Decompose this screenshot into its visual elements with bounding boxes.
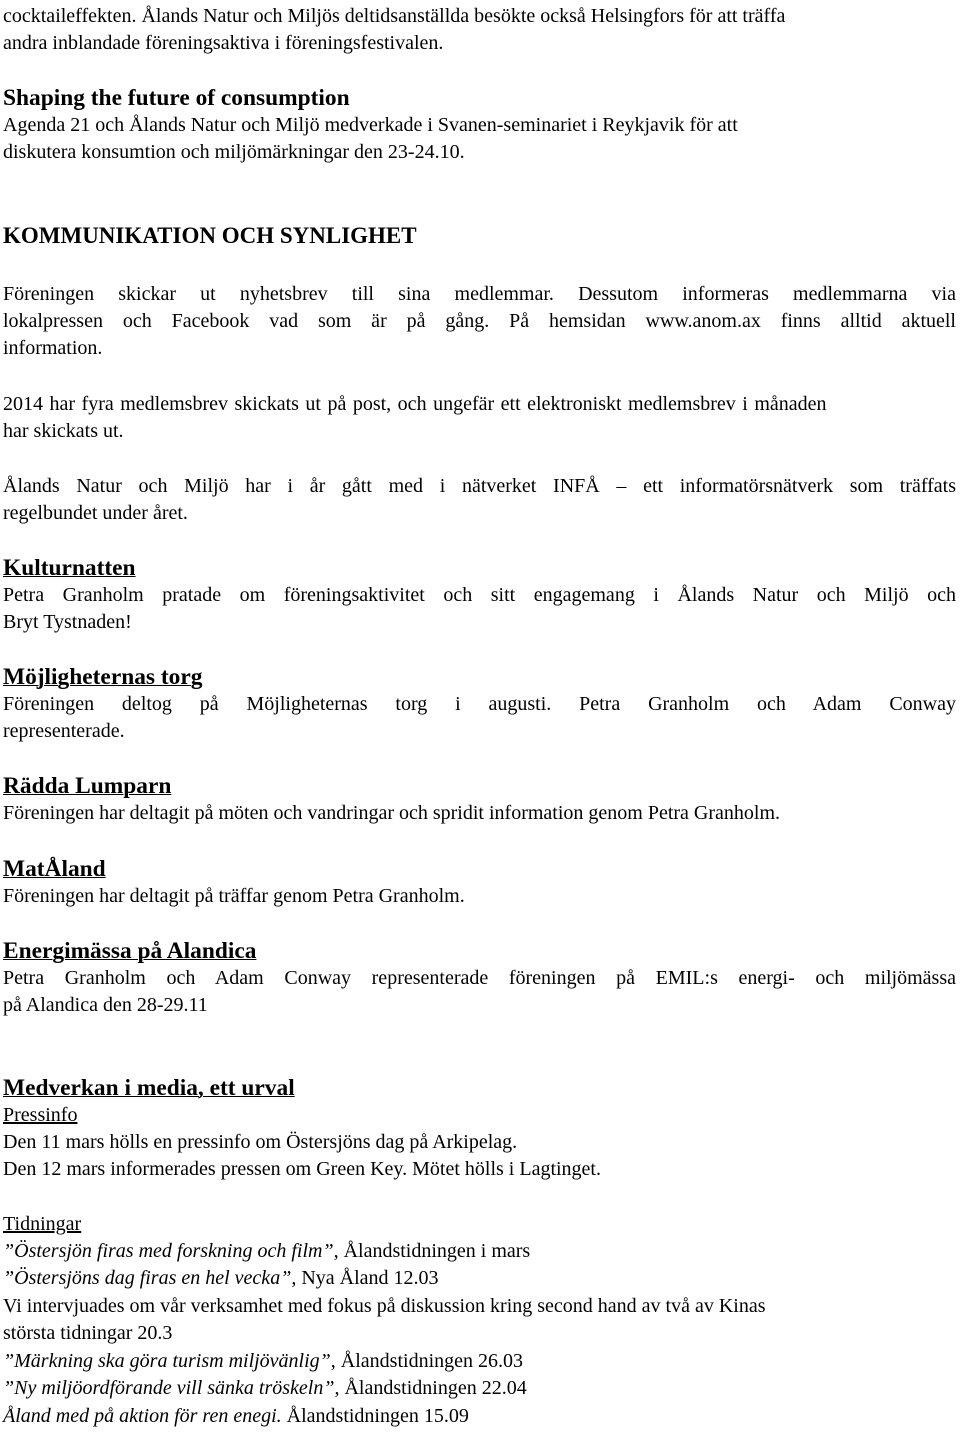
intro-line-1: cocktaileffekten. Ålands Natur och Miljös deltidsanställda besökte också Helsingfors för att träffa [3, 5, 786, 27]
intro-line-2: andra inblandade föreningsaktiva i föreningsfestivalen. [3, 32, 444, 54]
pressinfo-line-1: Den 11 mars hölls en pressinfo om Östersjöns dag på Arkipelag. [3, 1131, 518, 1153]
article-source: , Ålandstidningen 22.04 [334, 1377, 527, 1399]
list-item [3, 1375, 527, 1402]
list-item [3, 1403, 469, 1430]
shaping-line-2: diskutera konsumtion och miljömärkningar den 23-24.10. [3, 141, 465, 163]
radda-lumparn-line-1: Föreningen har deltagit på möten och vandringar och spridit information genom Petra Granholm. [3, 802, 781, 824]
list-item [3, 1265, 439, 1292]
article-title: ”Märkning ska göra turism miljövänlig” [3, 1350, 331, 1372]
kommunikation-p1-line-2: lokalpressen och Facebook vad som är på gång. På hemsidan www.anom.ax finns alltid aktuell [3, 310, 956, 332]
mataland-line-1: Föreningen har deltagit på träffar genom Petra Granholm. [3, 885, 465, 907]
radda-lumparn-heading: Rädda Lumparn [3, 773, 172, 799]
article-source: , Ålandstidningen i mars [333, 1240, 531, 1262]
shaping-line-1: Agenda 21 och Ålands Natur och Miljö medverkade i Svanen-seminariet i Reykjavik för att [3, 114, 738, 136]
kommunikation-p1-line-1: Föreningen skickar ut nyhetsbrev till sina medlemmar. Dessutom informeras medlemmarna via [3, 283, 956, 305]
pressinfo-heading: Pressinfo [3, 1104, 78, 1126]
pressinfo-line-2: Den 12 mars informerades pressen om Green Key. Mötet hölls i Lagtinget. [3, 1158, 601, 1180]
article-title: ”Ny miljöordförande vill sänka tröskeln” [3, 1377, 335, 1399]
energimassa-heading: Energimässa på Alandica [3, 938, 257, 964]
kommunikation-p3-line-2: regelbundet under året. [3, 502, 188, 524]
energimassa-line-1: Petra Granholm och Adam Conway representerade föreningen på EMIL:s energi- och miljömässa [3, 967, 956, 989]
list-item [3, 1238, 530, 1265]
article-title: ”Östersjön firas med forskning och film” [3, 1240, 334, 1262]
mojligheternas-heading: Möjligheternas torg [3, 664, 203, 690]
kommunikation-p2-line-1: 2014 har fyra medlemsbrev skickats ut på post, och ungefär ett elektroniskt medlemsbrev i månaden [3, 393, 827, 415]
shaping-heading: Shaping the future of consumption [3, 85, 350, 111]
kommunikation-p3-line-1: Ålands Natur och Miljö har i år gått med i nätverket INFÅ – ett informatörsnätverk som träffats [3, 475, 956, 497]
energimassa-line-2: på Alandica den 28-29.11 [3, 994, 208, 1016]
mojligheternas-line-1: Föreningen deltog på Möjligheternas torg i augusti. Petra Granholm och Adam Conway [3, 693, 956, 715]
media-heading: Medverkan i media, ett urval [3, 1075, 295, 1101]
kulturnatten-heading: Kulturnatten [3, 555, 136, 581]
tidningar-heading: Tidningar [3, 1213, 82, 1235]
kommunikation-heading: KOMMUNIKATION OCH SYNLIGHET [3, 223, 417, 248]
tidningar-plain-line-2: största tidningar 20.3 [3, 1322, 173, 1344]
article-source: , Ålandstidningen 26.03 [330, 1350, 524, 1372]
kommunikation-p1-line-3: information. [3, 337, 103, 359]
mojligheternas-line-2: representerade. [3, 720, 125, 742]
article-source: Ålandstidningen 15.09 [281, 1405, 469, 1427]
mataland-heading: MatÅland [3, 856, 106, 882]
kommunikation-p2-line-2: har skickats ut. [3, 420, 124, 442]
kulturnatten-line-1: Petra Granholm pratade om föreningsaktivitet och sitt engagemang i Ålands Natur och Miljö och [3, 584, 956, 606]
tidningar-plain-line-1: Vi intervjuades om vår verksamhet med fokus på diskussion kring second hand av två av Kinas [3, 1295, 766, 1317]
article-title: ”Östersjöns dag firas en hel vecka” [3, 1267, 292, 1289]
kulturnatten-line-2: Bryt Tystnaden! [3, 611, 132, 633]
article-source: , Nya Åland 12.03 [291, 1267, 439, 1289]
article-title: Åland med på aktion för ren enegi. [3, 1405, 282, 1427]
list-item [3, 1348, 523, 1375]
